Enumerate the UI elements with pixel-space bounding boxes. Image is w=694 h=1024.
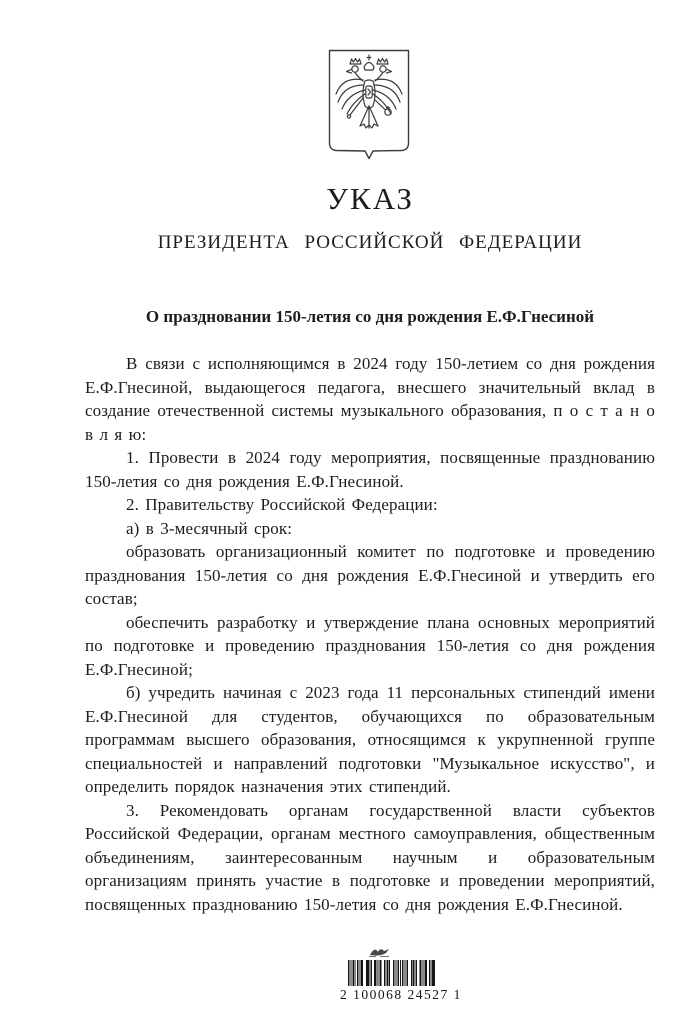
- barcode-block: [340, 946, 462, 1003]
- paragraph-item-3: 3. Рекомендовать органам государственной власти субъектов Российской Федерации, органам местного самоуправления, общественным объединениям, заинтересованным научным и образовательным организациям принять участие в подготовке и проведении мероприятий, посвященных празднованию 150-летия со дня рождения Е.Ф.Гнесиной.: [85, 800, 655, 914]
- paragraph-item-2b: б) учредить начиная с 2023 года 11 персональных стипендий имени Е.Ф.Гнесиной для студентов, обучающихся по образовательным программам высшего образования, относящимся к укрупненной группе специальностей и направлений подготовки "Музыкальное искусство", и определить порядок назначения этих стипендий.: [85, 683, 655, 796]
- paragraph-item-2: 2. Правительству Российской Федерации:: [126, 495, 438, 514]
- barcode-icon: [348, 960, 436, 986]
- document-header: [85, 182, 655, 254]
- document-body: [85, 352, 655, 916]
- paragraph-preamble: В связи с исполняющимся в 2024 году 150-летием со дня рождения Е.Ф.Гнесиной, выдающегося педагога, внесшего значительный вклад в создание отечественной системы музыкального образования, п о с т а н о в л я ю:: [85, 354, 655, 444]
- double-headed-eagle-icon: [327, 48, 411, 162]
- paragraph-item-1: 1. Провести в 2024 году мероприятия, посвященные празднованию 150-летия со дня рождения Е.Ф.Гнесиной.: [85, 448, 655, 491]
- paragraph-item-2a-committee: образовать организационный комитет по подготовке и проведению празднования 150-летия со дня рождения Е.Ф.Гнесиной и утвердить его состав;: [85, 542, 655, 608]
- barcode-digits: 2 100068 24527 1: [340, 987, 462, 1002]
- document-issuer: ПРЕЗИДЕНТА РОССИЙСКОЙ ФЕДЕРАЦИИ: [157, 232, 583, 253]
- document-subject: О праздновании 150-летия со дня рождения Е.Ф.Гнесиной: [145, 307, 595, 326]
- russian-coat-of-arms: [327, 48, 411, 162]
- paragraph-item-2a: а) в 3-месячный срок:: [126, 518, 293, 538]
- paragraph-item-2a-plan: обеспечить разработку и утверждение плана основных мероприятий по подготовке и проведению празднования 150-летия со дня рождения Е.Ф.Гнесиной;: [85, 612, 655, 679]
- document-type-title: УКАЗ: [326, 181, 414, 216]
- print-mark: [368, 946, 392, 959]
